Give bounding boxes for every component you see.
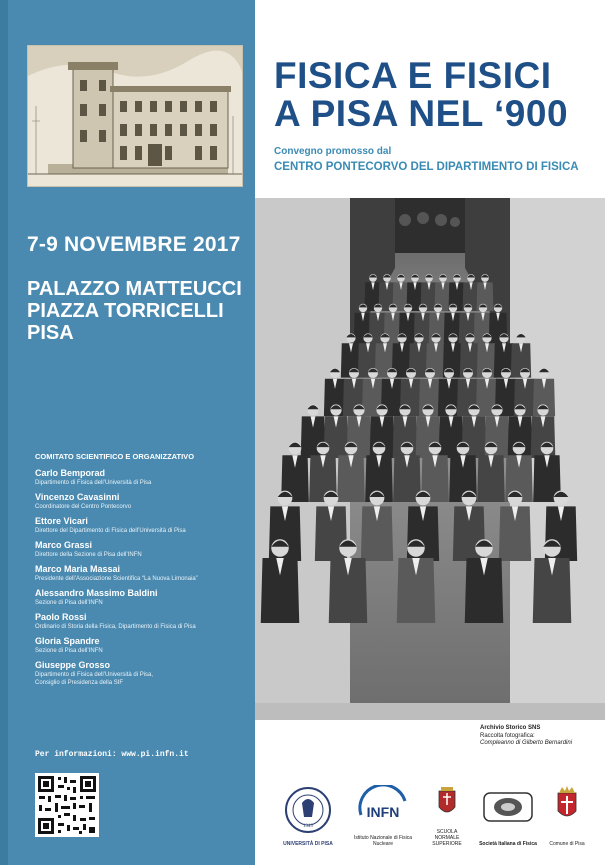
sidebar-panel [0, 0, 255, 865]
member-role: Direttore della Sezione di Pisa dell’INFN [35, 552, 142, 558]
page-title [274, 57, 568, 133]
committee-member [35, 564, 250, 583]
sponsor-logos [278, 785, 603, 847]
committee-member [35, 492, 250, 511]
committee-member [35, 612, 250, 631]
member-name: Carlo Bemporad [35, 468, 106, 478]
sif-logo-icon [478, 785, 538, 847]
group-photo-image [255, 198, 605, 720]
seal-year: 1343 [303, 824, 313, 829]
member-role: Direttore del Dipartimento di Fisica dell’Università di Pisa [35, 528, 186, 534]
member-name: Paolo Rossi [35, 612, 87, 622]
venue-line: PALAZZO MATTEUCCI [27, 278, 242, 300]
member-role: Sezione di Pisa dell’INFN [35, 600, 103, 606]
logo-caption: SCUOLA NORMALE SUPERIORE [432, 829, 462, 847]
photo-credit [480, 725, 572, 748]
infn-wordmark: INFN [366, 804, 400, 820]
member-name: Ettore Vicari [35, 516, 88, 526]
title-line: A PISA NEL ‘900 [274, 93, 569, 134]
info-link[interactable]: Per informazioni: www.pi.infn.it [35, 750, 189, 759]
university-seal-icon [278, 785, 338, 847]
infn-logo-icon [353, 785, 413, 847]
logo-caption: Istituto Nazionale di Fisica Nucleare [353, 835, 413, 847]
venue-line: PISA [27, 322, 74, 344]
subtitle-promoter-intro: Convegno promosso dal [274, 146, 392, 157]
venue-line: PIAZZA TORRICELLI [27, 300, 224, 322]
logo-caption: UNIVERSITÀ DI PISA [283, 841, 333, 847]
event-venue [27, 278, 242, 344]
member-role: Consiglio di Presidenza della SIF [35, 680, 124, 686]
committee-heading: COMITATO SCIENTIFICO E ORGANIZZATIVO [35, 452, 195, 461]
committee-member [35, 468, 250, 487]
member-name: Vincenzo Cavasinni [35, 492, 120, 502]
credit-archive: Archivio Storico SNS [480, 725, 541, 731]
member-name: Giuseppe Grosso [35, 660, 111, 670]
title-line: FISICA E FISICI [274, 55, 552, 96]
sns-crest-icon [426, 785, 468, 847]
member-name: Marco Grassi [35, 540, 93, 550]
member-role: Coordinatore del Centro Pontecorvo [35, 504, 132, 510]
member-role: Presidente dell’Associazione Scientifica “La Nuova Limonaia” [35, 576, 198, 582]
member-name: Alessandro Massimo Baldini [35, 588, 158, 598]
member-role: Dipartimento di Fisica dell’Università di Pisa [35, 480, 152, 486]
member-name: Gloria Spandre [35, 636, 100, 646]
committee-list [35, 468, 250, 692]
palazzo-drawing-image [27, 45, 243, 187]
comune-crest-icon [546, 785, 588, 847]
credit-caption: Compleanno di Gilberto Bernardini [480, 740, 573, 746]
logo-caption: Società Italiana di Fisica [479, 841, 537, 847]
credit-collection: Raccolta fotografica: [480, 732, 535, 739]
event-dates: 7-9 NOVEMBRE 2017 [27, 233, 241, 256]
building-illustration [28, 46, 242, 186]
member-role: Ordinario di Storia della Fisica, Dipartimento di Fisica di Pisa [35, 624, 196, 630]
committee-member [35, 540, 250, 559]
logo-caption: Comune di Pisa [549, 841, 585, 847]
qr-code-icon [35, 773, 99, 837]
committee-member [35, 588, 250, 607]
member-role: Dipartimento di Fisica dell’Università di Pisa, [35, 672, 154, 678]
committee-member [35, 516, 250, 535]
subtitle-promoter: CENTRO PONTECORVO DEL DIPARTIMENTO DI FISICA [274, 161, 579, 173]
member-role: Sezione di Pisa dell’INFN [35, 648, 103, 654]
committee-member [35, 636, 250, 655]
member-name: Marco Maria Massai [35, 564, 121, 574]
sidebar-edge [0, 0, 8, 865]
committee-member [35, 660, 250, 687]
